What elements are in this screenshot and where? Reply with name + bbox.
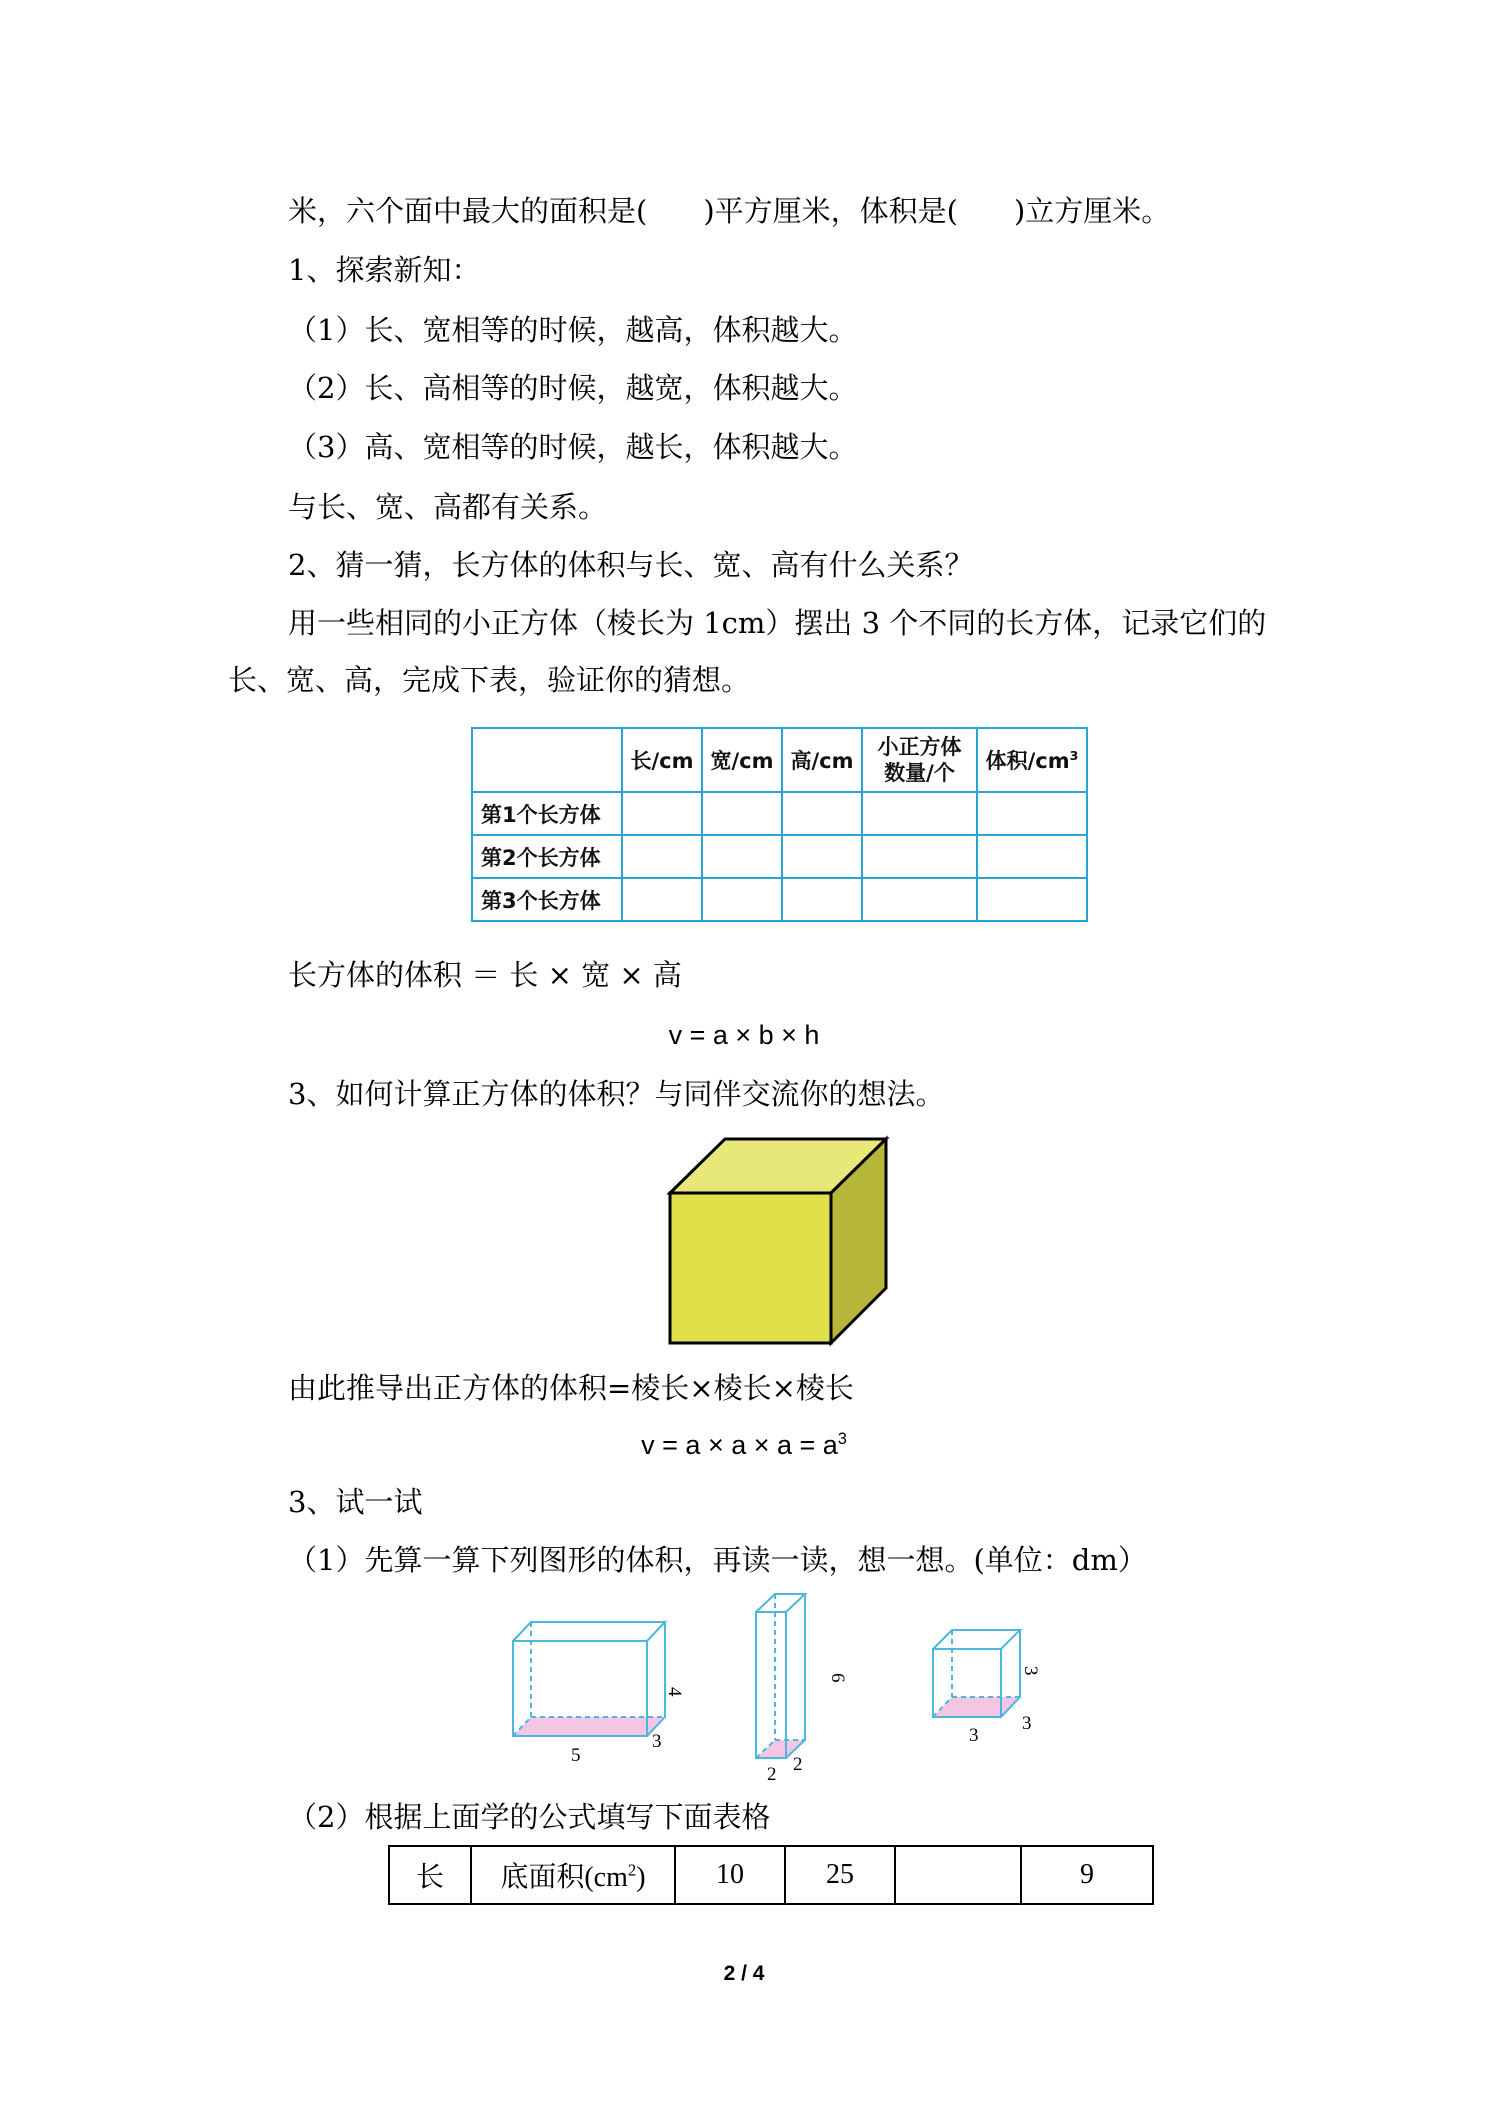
- label-height: 6: [827, 1673, 848, 1683]
- base-area-table: [388, 1845, 1154, 1905]
- label-width: 2: [793, 1754, 803, 1775]
- table-cell: [977, 792, 1087, 835]
- table-cell: [782, 878, 862, 921]
- text-line-6: 2、猜一猜，长方体的体积与长、宽、高有什么关系？: [288, 548, 974, 582]
- page-number: 2 / 4: [723, 1962, 765, 1985]
- table-header-count: 小正方体 数量/个: [862, 728, 977, 792]
- table-row: [472, 878, 1087, 921]
- label-height: 3: [1020, 1666, 1041, 1676]
- cube-front-face: [670, 1193, 831, 1343]
- cube-figure: [665, 1135, 895, 1350]
- table-row: [472, 792, 1087, 835]
- text-line-8: 长、宽、高，完成下表，验证你的猜想。: [228, 663, 751, 697]
- cube-volume-letters: $v = a \times a \times a = a^3$: [641, 1430, 847, 1460]
- cuboid-record-table: [471, 727, 1088, 922]
- text-line-11: 3、如何计算正方体的体积？与同伴交流你的想法。: [288, 1077, 945, 1111]
- cuboid-5-3-4: [505, 1615, 685, 1770]
- text-line-2: （1）长、宽相等的时候，越高，体积越大。: [288, 313, 858, 347]
- cell-value: 10: [675, 1846, 785, 1904]
- base-face: [513, 1717, 665, 1736]
- table-header-volume: 体积$/cm^3$: [977, 728, 1087, 792]
- label-length: 5: [571, 1745, 581, 1766]
- text-line-1: 1、探索新知：: [288, 253, 481, 287]
- row-label: 第1个长方体: [472, 792, 622, 835]
- cuboid-volume-letters: v = a × b × h: [668, 1020, 820, 1050]
- cell-value-empty: [895, 1846, 1021, 1904]
- table-cell: [702, 835, 782, 878]
- table-cell: [977, 835, 1087, 878]
- text-line-16: （2）根据上面学的公式填写下面表格: [288, 1800, 771, 1834]
- table-cell: [862, 792, 977, 835]
- label-width: 3: [652, 1731, 662, 1752]
- cube-3-3-3: [925, 1625, 1065, 1755]
- table-header-height: 高/cm: [782, 728, 862, 792]
- row-label: 第3个长方体: [472, 878, 622, 921]
- cell-length-label: 长: [389, 1846, 471, 1904]
- text-line-4: （3）高、宽相等的时候，越长，体积越大。: [288, 430, 858, 464]
- table-header-length: 长/cm: [622, 728, 702, 792]
- table-cell: [782, 792, 862, 835]
- table-header-empty: [472, 728, 622, 792]
- label-length: 2: [767, 1764, 777, 1785]
- table-row: [472, 835, 1087, 878]
- row-label: 第2个长方体: [472, 835, 622, 878]
- table-cell: [702, 878, 782, 921]
- text-line-0: 米，六个面中最大的面积是( )平方厘米，体积是( )立方厘米。: [288, 194, 1171, 228]
- table-cell: [622, 792, 702, 835]
- cell-value: 9: [1021, 1846, 1153, 1904]
- cell-value: 25: [785, 1846, 895, 1904]
- text-line-3: （2）长、高相等的时候，越宽，体积越大。: [288, 371, 858, 405]
- text-line-5: 与长、宽、高都有关系。: [288, 490, 608, 524]
- label-width: 3: [1022, 1713, 1032, 1734]
- table-header-width: 宽/cm: [702, 728, 782, 792]
- table-cell: [702, 792, 782, 835]
- table-cell: [862, 878, 977, 921]
- label-height: 4: [664, 1687, 685, 1697]
- cuboid-2-2-6: [750, 1590, 850, 1785]
- cell-base-area-label: 底面积$(cm^2)$: [471, 1846, 675, 1904]
- text-line-14: 3、试一试: [288, 1485, 423, 1519]
- table-cell: [622, 878, 702, 921]
- table-row: [389, 1846, 1153, 1904]
- table-cell: [782, 835, 862, 878]
- text-line-12: 由此推导出正方体的体积=棱长×棱长×棱长: [288, 1371, 854, 1405]
- text-line-15: （1）先算一算下列图形的体积，再读一读，想一想。(单位：dm）: [288, 1543, 1147, 1577]
- table-cell: [622, 835, 702, 878]
- table-cell: [862, 835, 977, 878]
- cuboid-volume-formula: 长方体的体积 ＝ 长 × 宽 × 高: [288, 958, 682, 992]
- label-length: 3: [969, 1725, 979, 1746]
- table-cell: [977, 878, 1087, 921]
- text-line-7: 用一些相同的小正方体（棱长为 1cm）摆出 3 个不同的长方体，记录它们的: [288, 606, 1267, 640]
- base-face: [933, 1697, 1020, 1717]
